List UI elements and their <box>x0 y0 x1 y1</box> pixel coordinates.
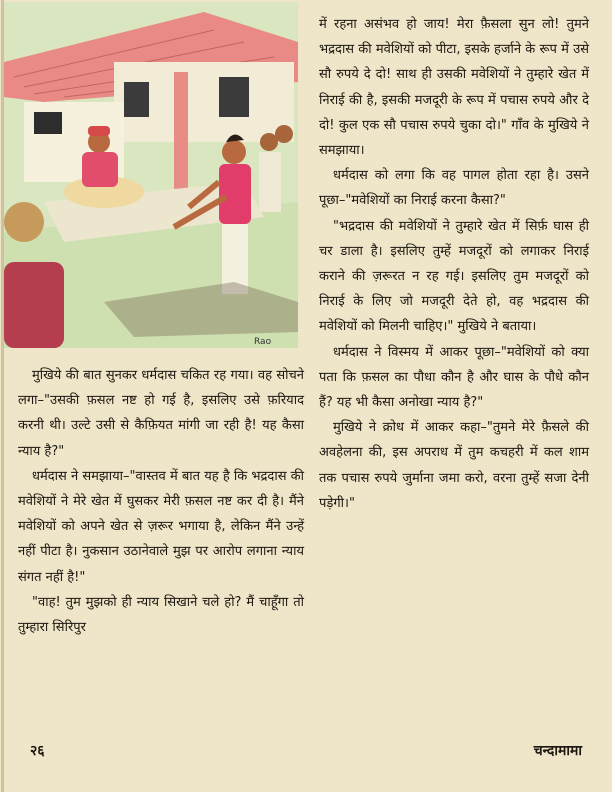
paragraph: "वाह! तुम मुझको ही न्याय सिखाने चले हो? मैं चाहूँगा तो तुम्हारा सिरिपुर <box>18 594 304 636</box>
artist-signature: Rao <box>254 337 272 347</box>
magazine-name: चन्दामामा <box>533 743 582 759</box>
paragraph: धर्मदास ने विस्मय में आकर पूछा–"मवेशियों को क्या पता कि फ़सल का पौधा कौन है और घास के पौधे कौन हैं? यह भी कैसा अनोखा न्याय है?" <box>319 344 589 411</box>
paragraph: में रहना असंभव हो जाय! मेरा फ़ैसला सुन लो! तुमने भद्रदास की मवेशियों को पीटा, इसके हर्जाने के रूप में उसे सौ रुपये दे दो! साथ ही उसकी मवेशियों ने तुम्हारे खेत में निराई की है, इसकी मजदूरी के रूप में पचास रुपये और दे दो! कुल एक सौ पचास रुपये चुका दो।" गाँव के मुखिये ने समझाया। <box>319 17 589 159</box>
story-illustration <box>4 2 298 348</box>
paragraph: मुखिये की बात सुनकर धर्मदास चकित रह गया। वह सोचने लगा–"उसकी फ़सल नष्ट हो गई है, इसलिए उसे फ़रियाद करनी थी। उल्टे उसी से कैफ़ियत मांगी जा रही है! यह कैसा न्याय है?" <box>18 368 304 459</box>
paragraph: "भद्रदास की मवेशियों ने तुम्हारे खेत में सिर्फ़ घास ही चर डाला है। इसलिए तुम्हें मजदूरों को लगाकर निराई कराने की ज़रूरत न रह गई। इसलिए तुम मजदूरों को निराई के लिए जो मजदूरी देते हो, वह भद्रदास की मवेशियों को मिलनी चाहिए।" मुखिये ने बताया। <box>319 218 589 335</box>
left-column <box>18 363 304 640</box>
paragraph: धर्मदास को लगा कि वह पागल होता रहा है। उसने पूछा–"मवेशियों का निराई करना कैसा?" <box>319 168 589 209</box>
right-column <box>319 12 589 516</box>
paragraph: धर्मदास ने समझाया–"वास्तव में बात यह है कि भद्रदास की मवेशियों ने मेरे खेत में घुसकर मेरी फ़सल नष्ट कर दी है। मैंने मवेशियों को अपने खेत से ज़रूर भगाया है, लेकिन मैंने उन्हें नहीं पीटा है। नुकसान उठानेवाले मुझ पर आरोप लगाना न्याय संगत नहीं है!" <box>18 468 304 585</box>
page-number: २६ <box>30 743 45 759</box>
village-scene-image <box>4 2 298 348</box>
paragraph: मुखिये ने क्रोध में आकर कहा–"तुमने मेरे फ़ैसले की अवहेलना की, इस अपराध में तुम कचहरी में कल शाम तक पचास रुपये जुर्माना जमा करो, वरना तुम्हें सजा देनी पड़ेगी।" <box>319 420 589 511</box>
